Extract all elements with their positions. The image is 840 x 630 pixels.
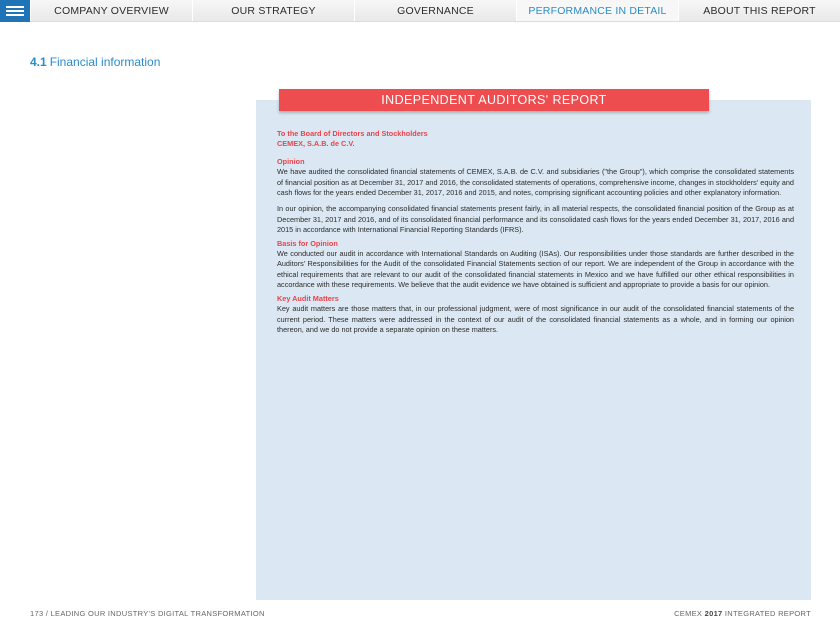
opinion-paragraph-2: In our opinion, the accompanying consolidated financial statements present fairly, in all material respects, the consolidated financial position of the Group as at December 31, 2017 and 2016, and of its consolidated financial performance and its consolidated cash flows for the years ended December 31, 2017, 2016 and 2015 in accordance with International Financial Reporting Standards (IFRS). <box>277 204 794 235</box>
footer-year: 2017 <box>704 609 723 618</box>
section-title-text: Financial information <box>49 55 161 69</box>
menu-bar <box>6 10 24 12</box>
key-audit-matters-heading: Key Audit Matters <box>277 293 339 303</box>
footer-report-name: INTEGRATED REPORT <box>724 609 811 618</box>
hamburger-menu-icon[interactable] <box>0 0 30 22</box>
tab-company-overview[interactable]: COMPANY OVERVIEW <box>30 0 192 21</box>
opinion-heading: Opinion <box>277 156 305 166</box>
addressee-line-2: CEMEX, S.A.B. de C.V. <box>277 139 355 149</box>
footer-report-title <box>674 609 811 618</box>
addressee-line-1: To the Board of Directors and Stockholders <box>277 129 428 138</box>
section-title <box>30 55 160 69</box>
tab-about-this-report[interactable]: ABOUT THIS REPORT <box>678 0 840 21</box>
report-content <box>277 129 794 335</box>
footer-company: CEMEX <box>674 609 703 618</box>
basis-heading: Basis for Opinion <box>277 238 338 248</box>
key-audit-matters-paragraph: Key audit matters are those matters that, in our professional judgment, were of most significance in our audit of the consolidated financial statements of the current period. These matters were addressed in the context of our audit of the consolidated financial statements as a whole, and in forming our opinion thereon, and we do not provide a separate opinion on these matters. <box>277 304 794 334</box>
opinion-paragraph-1: We have audited the consolidated financial statements of CEMEX, S.A.B. de C.V. and subsidiaries ("the Group"), which comprise the consolidated statements of financial position as at December 31, 2017 and 2016, the consolidated statements of operations, comprehensive income, changes in stockholders' equity and cash flows for the years ended December 31, 2017, 2016 and 2015, and notes, comprising significant accounting policies and other explanatory information. <box>277 167 794 198</box>
section-number: 4.1 <box>30 55 47 69</box>
menu-bar <box>6 6 24 8</box>
top-navigation <box>0 0 840 22</box>
footer-page-label: 173 / LEADING OUR INDUSTRY'S DIGITAL TRANSFORMATION <box>30 609 265 618</box>
tab-performance-in-detail[interactable]: PERFORMANCE IN DETAIL <box>516 0 678 21</box>
tab-governance[interactable]: GOVERNANCE <box>354 0 516 21</box>
basis-paragraph: We conducted our audit in accordance with International Standards on Auditing (ISAs). Our responsibilities under those standards are further described in the Auditors' Responsibilities for the Audit of the consolidated Financial Statements section of our report. We are independent of the Group in accordance with the ethical requirements that are relevant to our audit of the consolidated financial statements in Mexico and we have fulfilled our other ethical responsibilities in accordance with these requirements. We believe that the audit evidence we have obtained is sufficient and appropriate to provide a basis for our opinion. <box>277 249 794 290</box>
menu-bar <box>6 14 24 16</box>
tab-our-strategy[interactable]: OUR STRATEGY <box>192 0 354 21</box>
report-banner: INDEPENDENT AUDITORS' REPORT <box>279 89 709 111</box>
